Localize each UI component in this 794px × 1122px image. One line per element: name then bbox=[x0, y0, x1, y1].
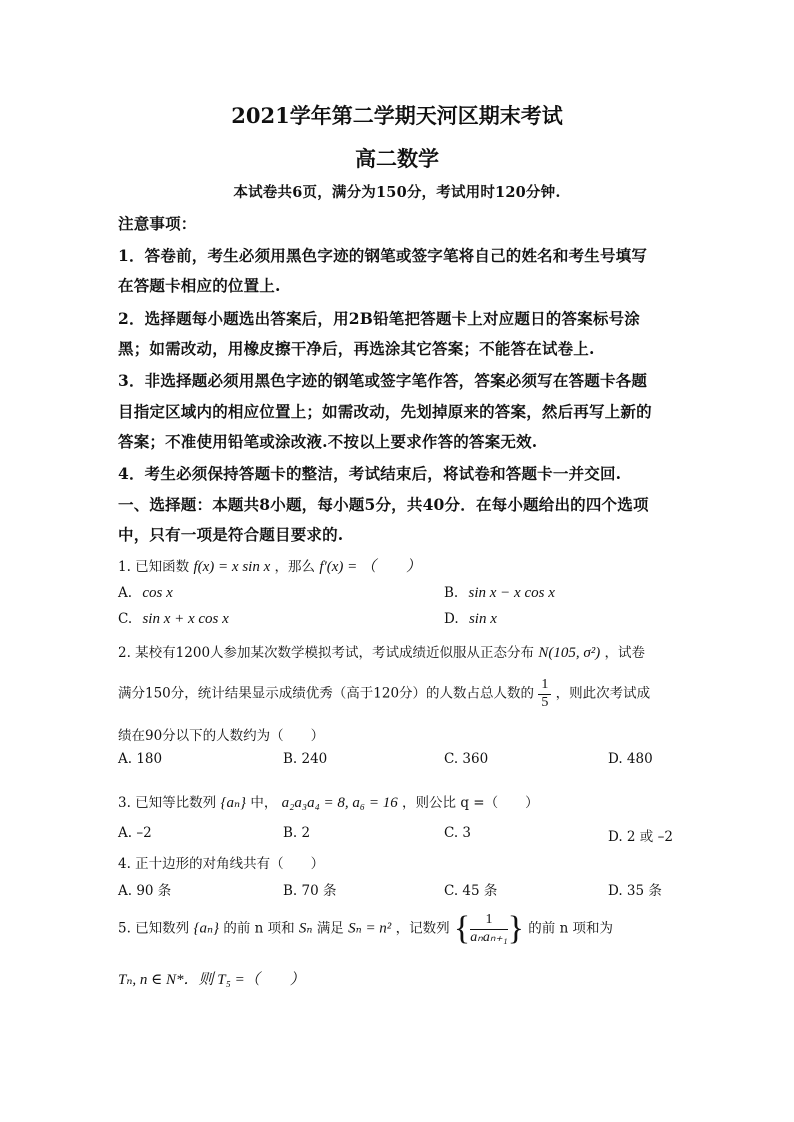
q3-option-a: A. –2 bbox=[118, 825, 152, 841]
option-text: sin x − x cos x bbox=[468, 585, 555, 601]
question-4-stem: 4. 正十边形的对角线共有（ ） bbox=[118, 856, 325, 872]
fraction-denominator: 5 bbox=[541, 694, 549, 710]
notice-line: 答案；不准使用铅笔或涂改液.不按以上要求作答的答案无效. bbox=[118, 432, 538, 451]
q3-option-c: C. 3 bbox=[444, 825, 472, 841]
question-5-line1 bbox=[118, 910, 613, 948]
q3-option-d: D. 2 或 –2 bbox=[608, 829, 673, 845]
q3-condition: a₂a₃a₄ = 8, a₆ = 16 bbox=[281, 795, 398, 811]
q4-option-d: D. 35 条 bbox=[608, 883, 662, 899]
option-label: A. bbox=[118, 585, 133, 601]
notice-line: 在答题卡相应的位置上. bbox=[118, 276, 281, 295]
q5-text: ，记数列 bbox=[395, 920, 450, 937]
right-brace: } bbox=[507, 910, 524, 947]
exam-subtitle: 高二数学 bbox=[355, 146, 439, 171]
notice-line: 4．考生必须保持答题卡的整洁，考试结束后，将试卷和答题卡一并交回. bbox=[118, 464, 622, 483]
q5-sequence: {aₙ} bbox=[193, 920, 220, 937]
q1-option-a bbox=[118, 585, 173, 602]
q3-sequence: {aₙ} bbox=[220, 795, 247, 811]
exam-title: 2021学年第二学期天河区期末考试 bbox=[231, 103, 563, 128]
q4-option-b: B. 70 条 bbox=[283, 883, 337, 899]
q2-option-c: C. 360 bbox=[444, 751, 489, 767]
option-text: cos x bbox=[142, 585, 173, 601]
option-label: B. bbox=[444, 585, 459, 601]
notice-line: 3．非选择题必须用黑色字迹的钢笔或签字笔作答，答案必须写在答题卡各题 bbox=[118, 371, 648, 390]
q4-option-a: A. 90 条 bbox=[118, 883, 172, 899]
notice-line: 2．选择题每小题选出答案后，用2B铅笔把答题卡上对应题日的答案标号涂 bbox=[118, 309, 640, 328]
q5-text: 的前 n 项和 bbox=[223, 920, 295, 937]
q5-text: Tₙ, n ∈ N*．则 T₅ =（ ） bbox=[118, 972, 305, 988]
q5-text: 满足 bbox=[316, 920, 344, 937]
option-label: D. bbox=[444, 611, 459, 627]
fraction-numerator: 1 bbox=[538, 678, 551, 695]
q2-distribution: N(105, σ²) bbox=[538, 645, 601, 661]
q2-text: ，试卷 bbox=[604, 645, 646, 661]
left-brace: { bbox=[453, 910, 471, 947]
question-2-line2 bbox=[118, 678, 650, 710]
q1-option-d bbox=[444, 611, 497, 628]
option-label: C. bbox=[118, 611, 133, 627]
q1-option-b bbox=[444, 585, 555, 602]
notice-heading: 注意事项： bbox=[118, 214, 197, 233]
fraction-denominator: aₙaₙ₊₁ bbox=[470, 929, 508, 945]
question-3-stem bbox=[118, 791, 539, 812]
q2-option-d: D. 480 bbox=[608, 751, 653, 767]
q5-text: 5. 已知数列 bbox=[118, 920, 190, 937]
question-2-line3: 绩在90分以下的人数约为（ ） bbox=[118, 728, 325, 744]
q2-text: ，则此次考试成 bbox=[555, 685, 651, 702]
q5-fraction bbox=[470, 913, 507, 945]
option-text: sin x + x cos x bbox=[142, 611, 229, 627]
q1-prefix: 1. 已知函数 bbox=[118, 559, 190, 575]
q5-condition: Sₙ = n² bbox=[348, 920, 392, 937]
notice-line: 黑；如需改动，用橡皮擦干净后，再选涂其它答案；不能答在试卷上. bbox=[118, 339, 595, 358]
q3-text: 3. 已知等比数列 bbox=[118, 795, 217, 811]
section-heading-line1: 一、选择题：本题共8小题，每小题5分，共40分．在每小题给出的四个选项 bbox=[118, 495, 649, 514]
q2-text: 满分150分，统计结果显示成绩优秀（高于120分）的人数占总人数的 bbox=[118, 685, 535, 702]
notice-line: 目指定区域内的相应位置上；如需改动，先划掉原来的答案，然后再写上新的 bbox=[118, 402, 652, 421]
q1-mid: ，那么 bbox=[274, 559, 316, 575]
q2-option-a: A. 180 bbox=[118, 751, 163, 767]
option-text: sin x bbox=[468, 611, 497, 627]
q5-text: 的前 n 项和为 bbox=[528, 920, 614, 937]
q3-text: 中， bbox=[250, 795, 278, 811]
question-1-stem bbox=[118, 555, 421, 576]
q2-option-b: B. 240 bbox=[283, 751, 328, 767]
q3-option-b: B. 2 bbox=[283, 825, 311, 841]
q4-option-c: C. 45 条 bbox=[444, 883, 498, 899]
section-heading-line2: 中，只有一项是符合题目要求的. bbox=[118, 525, 344, 544]
q5-sn: Sₙ bbox=[298, 920, 313, 937]
question-5-line2 bbox=[118, 968, 305, 989]
q1-expr2: f′(x) = （ ） bbox=[319, 559, 422, 575]
question-2-line1 bbox=[118, 641, 645, 662]
q2-text: 2. 某校有1200人参加某次数学模拟考试，考试成绩近似服从正态分布 bbox=[118, 645, 535, 661]
exam-info: 本试卷共6页，满分为150分，考试用时120分钟. bbox=[233, 184, 561, 201]
q3-text: ，则公比 q =（ ） bbox=[402, 795, 539, 811]
q1-expr1: f(x) = x sin x bbox=[193, 559, 271, 575]
q2-fraction bbox=[538, 678, 551, 710]
notice-line: 1．答卷前，考生必须用黑色字迹的钢笔或签字笔将自己的姓名和考生号填写 bbox=[118, 246, 648, 265]
fraction-numerator: 1 bbox=[470, 913, 507, 930]
q1-option-c bbox=[118, 611, 229, 628]
